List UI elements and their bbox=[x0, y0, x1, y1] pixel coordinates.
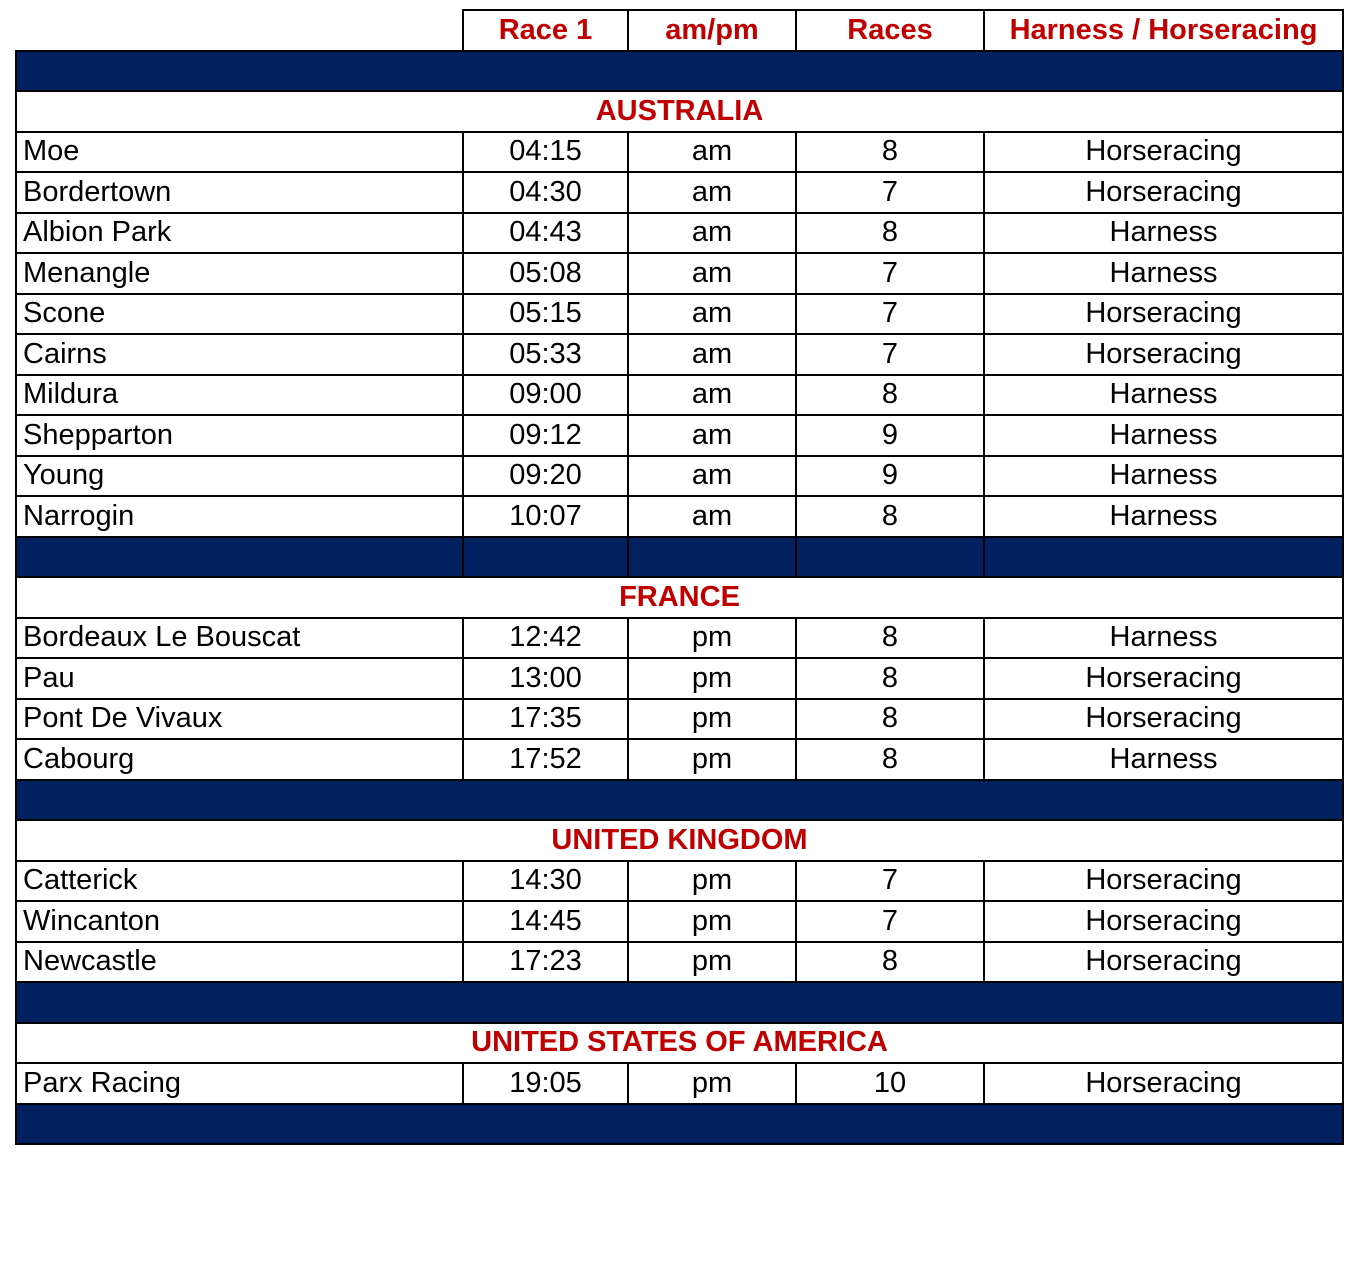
ampm-cell: am bbox=[628, 213, 796, 254]
race1-time-cell: 04:15 bbox=[463, 132, 628, 173]
races-count-cell: 9 bbox=[796, 456, 984, 497]
races-count-cell: 8 bbox=[796, 699, 984, 740]
country-heading-row bbox=[16, 577, 1343, 618]
country-heading-row bbox=[16, 820, 1343, 861]
race1-time-cell: 13:00 bbox=[463, 658, 628, 699]
venue-cell: Moe bbox=[16, 132, 463, 173]
race-type-cell: Harness bbox=[984, 456, 1343, 497]
race1-time-cell: 17:23 bbox=[463, 942, 628, 983]
races-count-cell: 8 bbox=[796, 132, 984, 173]
band-cell bbox=[16, 982, 1343, 1023]
separator-band bbox=[16, 537, 1343, 578]
race-type-cell: Horseracing bbox=[984, 334, 1343, 375]
country-heading: UNITED STATES OF AMERICA bbox=[16, 1023, 1343, 1064]
venue-cell: Catterick bbox=[16, 861, 463, 902]
separator-band bbox=[16, 1104, 1343, 1145]
venue-cell: Mildura bbox=[16, 375, 463, 416]
band-cell bbox=[16, 1104, 1343, 1145]
ampm-cell: am bbox=[628, 334, 796, 375]
table-row bbox=[16, 496, 1343, 537]
table-row bbox=[16, 172, 1343, 213]
ampm-cell: pm bbox=[628, 699, 796, 740]
race-type-cell: Harness bbox=[984, 415, 1343, 456]
ampm-cell: pm bbox=[628, 861, 796, 902]
race-type-cell: Harness bbox=[984, 618, 1343, 659]
band-cell bbox=[984, 537, 1343, 578]
table-row bbox=[16, 942, 1343, 983]
ampm-cell: am bbox=[628, 375, 796, 416]
table-row bbox=[16, 658, 1343, 699]
ampm-cell: pm bbox=[628, 942, 796, 983]
venue-cell: Cairns bbox=[16, 334, 463, 375]
race-type-cell: Horseracing bbox=[984, 658, 1343, 699]
race1-time-cell: 09:00 bbox=[463, 375, 628, 416]
ampm-cell: am bbox=[628, 456, 796, 497]
race-schedule-table bbox=[15, 9, 1344, 1145]
race1-time-cell: 09:20 bbox=[463, 456, 628, 497]
races-count-cell: 8 bbox=[796, 213, 984, 254]
band-cell bbox=[628, 537, 796, 578]
race1-time-cell: 05:33 bbox=[463, 334, 628, 375]
venue-cell: Pau bbox=[16, 658, 463, 699]
race-type-cell: Horseracing bbox=[984, 172, 1343, 213]
band-cell bbox=[463, 537, 628, 578]
race-type-cell: Horseracing bbox=[984, 942, 1343, 983]
venue-cell: Young bbox=[16, 456, 463, 497]
country-heading: FRANCE bbox=[16, 577, 1343, 618]
country-heading-row bbox=[16, 1023, 1343, 1064]
race1-time-cell: 10:07 bbox=[463, 496, 628, 537]
table-row bbox=[16, 415, 1343, 456]
race1-time-cell: 05:15 bbox=[463, 294, 628, 335]
type-column-header: Harness / Horseracing bbox=[984, 10, 1343, 51]
venue-cell: Bordeaux Le Bouscat bbox=[16, 618, 463, 659]
venue-cell: Narrogin bbox=[16, 496, 463, 537]
ampm-cell: am bbox=[628, 253, 796, 294]
race1-time-cell: 04:43 bbox=[463, 213, 628, 254]
ampm-cell: am bbox=[628, 415, 796, 456]
races-count-cell: 7 bbox=[796, 901, 984, 942]
races-count-cell: 7 bbox=[796, 334, 984, 375]
table-row bbox=[16, 294, 1343, 335]
band-cell bbox=[16, 537, 463, 578]
races-count-cell: 7 bbox=[796, 172, 984, 213]
ampm-cell: pm bbox=[628, 901, 796, 942]
venue-cell: Scone bbox=[16, 294, 463, 335]
races-count-cell: 8 bbox=[796, 942, 984, 983]
race1-time-cell: 09:12 bbox=[463, 415, 628, 456]
table-row bbox=[16, 739, 1343, 780]
races-count-cell: 7 bbox=[796, 294, 984, 335]
country-heading: UNITED KINGDOM bbox=[16, 820, 1343, 861]
table-row bbox=[16, 1063, 1343, 1104]
table-row bbox=[16, 132, 1343, 173]
race-type-cell: Harness bbox=[984, 496, 1343, 537]
races-column-header: Races bbox=[796, 10, 984, 51]
ampm-cell: am bbox=[628, 496, 796, 537]
race-type-cell: Harness bbox=[984, 253, 1343, 294]
venue-cell: Cabourg bbox=[16, 739, 463, 780]
table-row bbox=[16, 456, 1343, 497]
race-type-cell: Horseracing bbox=[984, 1063, 1343, 1104]
race1-time-cell: 17:52 bbox=[463, 739, 628, 780]
venue-cell: Wincanton bbox=[16, 901, 463, 942]
separator-band bbox=[16, 780, 1343, 821]
ampm-cell: pm bbox=[628, 658, 796, 699]
separator-band bbox=[16, 982, 1343, 1023]
table-row bbox=[16, 699, 1343, 740]
race1-time-cell: 14:45 bbox=[463, 901, 628, 942]
race1-column-header: Race 1 bbox=[463, 10, 628, 51]
table-row bbox=[16, 213, 1343, 254]
race-type-cell: Harness bbox=[984, 213, 1343, 254]
ampm-cell: am bbox=[628, 294, 796, 335]
race1-time-cell: 17:35 bbox=[463, 699, 628, 740]
separator-band bbox=[16, 51, 1343, 92]
races-count-cell: 8 bbox=[796, 618, 984, 659]
race-type-cell: Horseracing bbox=[984, 294, 1343, 335]
race1-time-cell: 19:05 bbox=[463, 1063, 628, 1104]
races-count-cell: 7 bbox=[796, 253, 984, 294]
band-cell bbox=[16, 51, 1343, 92]
races-count-cell: 9 bbox=[796, 415, 984, 456]
ampm-cell: am bbox=[628, 132, 796, 173]
band-cell bbox=[796, 537, 984, 578]
ampm-cell: pm bbox=[628, 739, 796, 780]
race-type-cell: Harness bbox=[984, 375, 1343, 416]
race-type-cell: Horseracing bbox=[984, 901, 1343, 942]
table-row bbox=[16, 901, 1343, 942]
race-type-cell: Horseracing bbox=[984, 699, 1343, 740]
ampm-cell: am bbox=[628, 172, 796, 213]
ampm-column-header: am/pm bbox=[628, 10, 796, 51]
race-type-cell: Horseracing bbox=[984, 861, 1343, 902]
race1-time-cell: 04:30 bbox=[463, 172, 628, 213]
ampm-cell: pm bbox=[628, 618, 796, 659]
race1-time-cell: 12:42 bbox=[463, 618, 628, 659]
table-row bbox=[16, 861, 1343, 902]
table-row bbox=[16, 375, 1343, 416]
race1-time-cell: 05:08 bbox=[463, 253, 628, 294]
races-count-cell: 8 bbox=[796, 496, 984, 537]
venue-cell: Newcastle bbox=[16, 942, 463, 983]
race-schedule-body bbox=[16, 10, 1343, 1144]
venue-cell: Pont De Vivaux bbox=[16, 699, 463, 740]
venue-cell: Shepparton bbox=[16, 415, 463, 456]
column-header-row bbox=[16, 10, 1343, 51]
races-count-cell: 7 bbox=[796, 861, 984, 902]
venue-cell: Menangle bbox=[16, 253, 463, 294]
table-row bbox=[16, 253, 1343, 294]
band-cell bbox=[16, 780, 1343, 821]
blank-corner-cell bbox=[16, 10, 463, 51]
races-count-cell: 10 bbox=[796, 1063, 984, 1104]
races-count-cell: 8 bbox=[796, 739, 984, 780]
race1-time-cell: 14:30 bbox=[463, 861, 628, 902]
table-row bbox=[16, 334, 1343, 375]
race-type-cell: Harness bbox=[984, 739, 1343, 780]
country-heading-row bbox=[16, 91, 1343, 132]
races-count-cell: 8 bbox=[796, 658, 984, 699]
table-row bbox=[16, 618, 1343, 659]
venue-cell: Bordertown bbox=[16, 172, 463, 213]
races-count-cell: 8 bbox=[796, 375, 984, 416]
race-type-cell: Horseracing bbox=[984, 132, 1343, 173]
country-heading: AUSTRALIA bbox=[16, 91, 1343, 132]
venue-cell: Albion Park bbox=[16, 213, 463, 254]
venue-cell: Parx Racing bbox=[16, 1063, 463, 1104]
ampm-cell: pm bbox=[628, 1063, 796, 1104]
